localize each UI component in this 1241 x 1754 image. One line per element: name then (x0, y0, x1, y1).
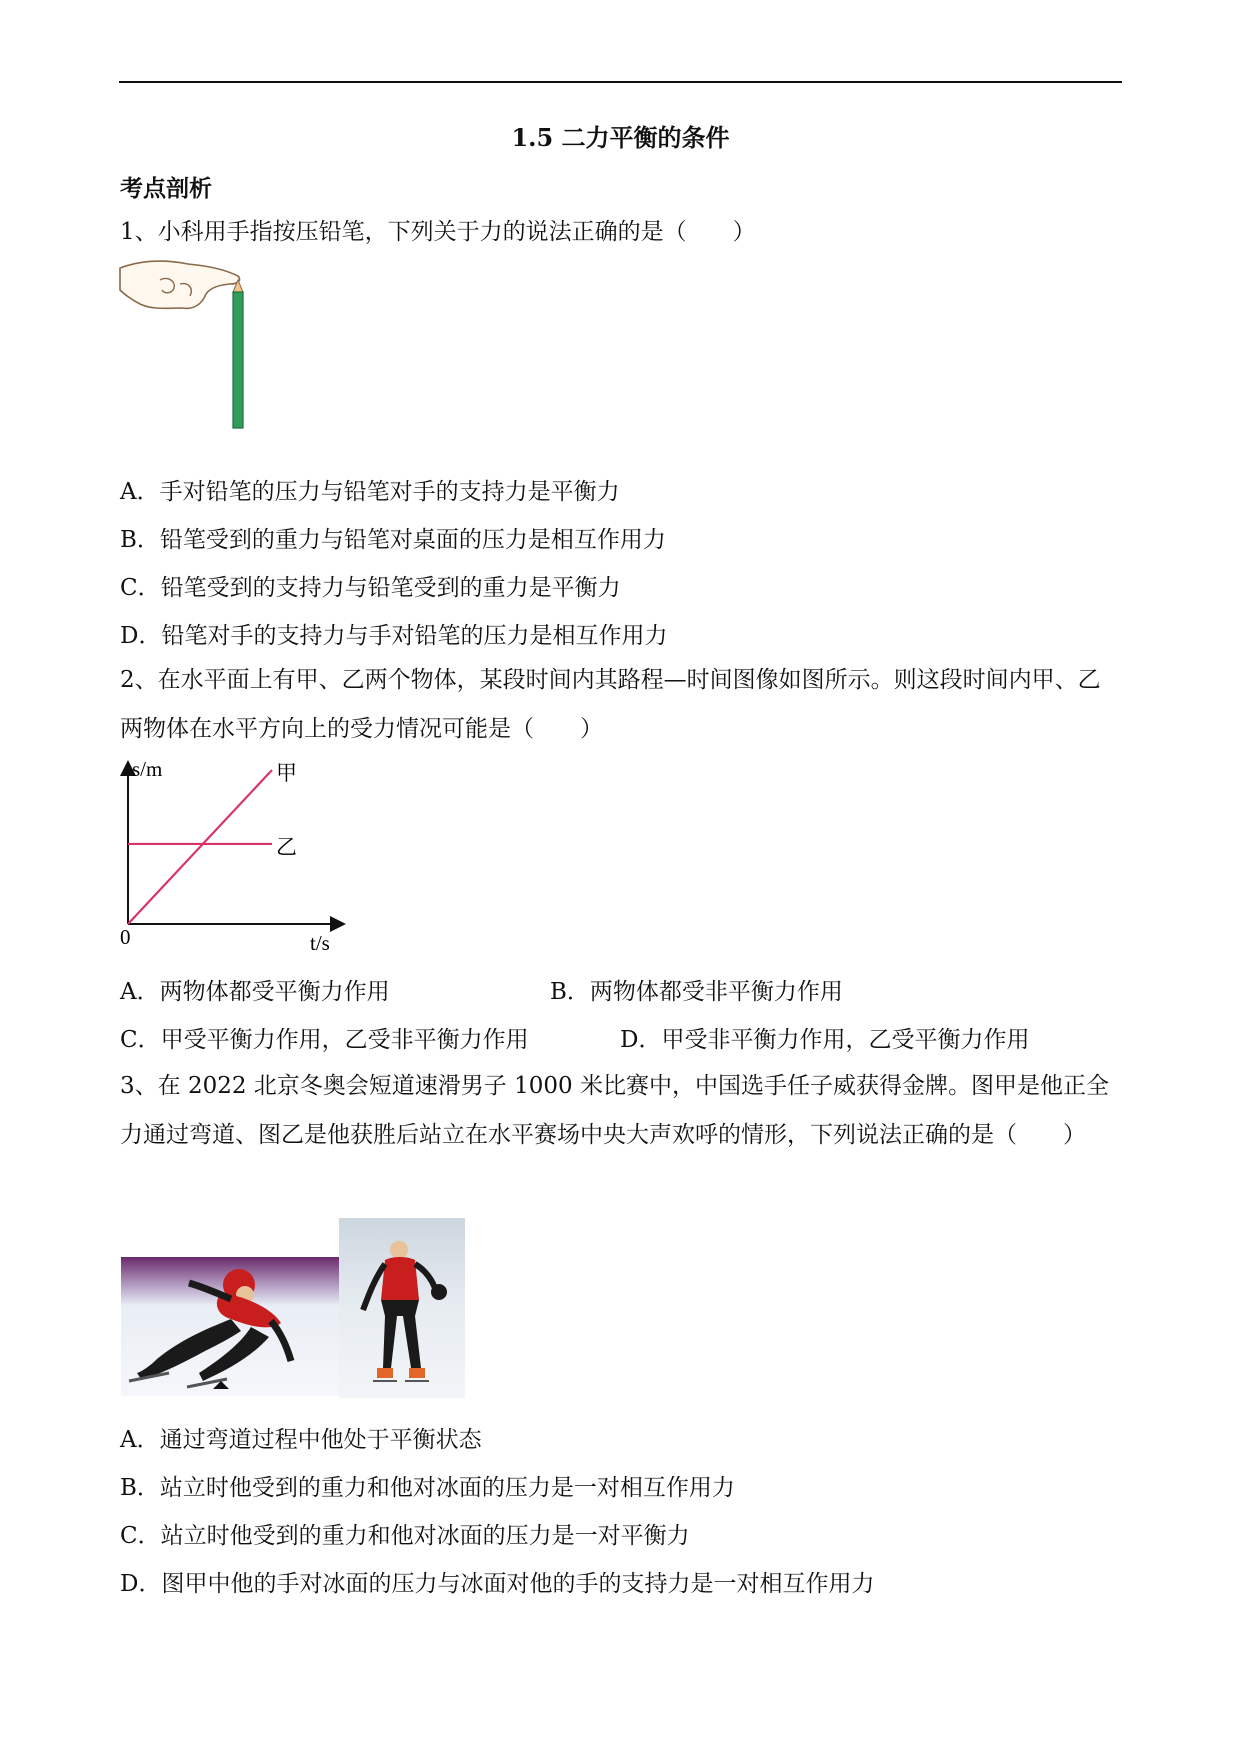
option-text: 站立时他受到的重力和他对冰面的压力是一对平衡力 (160, 1523, 690, 1549)
option-text: 甲受平衡力作用，乙受非平衡力作用 (160, 1027, 529, 1053)
q2-option-d[interactable] (620, 1024, 1029, 1056)
option-text: 铅笔受到的支持力与铅笔受到的重力是平衡力 (160, 575, 621, 601)
q1-option-d[interactable] (120, 620, 667, 652)
origin-label: 0 (120, 925, 131, 949)
option-label: C． (120, 1027, 161, 1053)
option-label: C． (120, 1523, 161, 1549)
pencil-icon (233, 280, 243, 428)
option-label: B． (120, 1475, 160, 1501)
skater-cornering-photo (121, 1223, 339, 1396)
series-line-0 (128, 770, 272, 924)
q2-stem: 2、在水平面上有甲、乙两个物体，某段时间内其路程—时间图像如图所示。则这段时间内甲、乙两物体在水平方向上的受力情况可能是（ ） (120, 667, 1101, 742)
option-label: B． (550, 979, 590, 1005)
option-label: A． (120, 979, 160, 1005)
option-text: 通过弯道过程中他处于平衡状态 (159, 1427, 482, 1453)
option-text: 两物体都受非平衡力作用 (589, 979, 843, 1005)
option-text: 两物体都受平衡力作用 (159, 979, 390, 1005)
header-rule (119, 81, 1122, 83)
option-label: D． (120, 1571, 162, 1597)
q2-option-a[interactable] (120, 976, 390, 1008)
option-text: 手对铅笔的压力与铅笔对手的支持力是平衡力 (159, 479, 620, 505)
q3-option-d[interactable] (120, 1568, 874, 1600)
series-label-0: 甲 (276, 761, 297, 785)
option-text: 铅笔受到的重力与铅笔对桌面的压力是相互作用力 (159, 527, 666, 553)
option-label: C． (120, 575, 161, 601)
skater-celebrating-photo (339, 1218, 465, 1398)
q3-option-a[interactable] (120, 1424, 482, 1456)
q1-option-b[interactable] (120, 524, 666, 556)
s-t-graph (110, 752, 360, 957)
option-text: 甲受非平衡力作用，乙受平衡力作用 (661, 1027, 1030, 1053)
x-axis-label: t/s (310, 931, 330, 955)
option-label: A． (120, 1427, 160, 1453)
option-label: B． (120, 527, 160, 553)
q3-option-b[interactable] (120, 1472, 735, 1504)
q2-option-c[interactable] (120, 1024, 529, 1056)
option-label: D． (120, 623, 162, 649)
option-label: D． (620, 1027, 662, 1053)
option-text: 铅笔对手的支持力与手对铅笔的压力是相互作用力 (161, 623, 668, 649)
q3-option-c[interactable] (120, 1520, 690, 1552)
series-label-1: 乙 (276, 834, 297, 859)
option-text: 图甲中他的手对冰面的压力与冰面对他的手的支持力是一对相互作用力 (161, 1571, 875, 1597)
page-title: 1.5 二力平衡的条件 (511, 123, 730, 152)
q1-option-a[interactable] (120, 476, 620, 508)
y-axis-label: s/m (132, 757, 163, 781)
option-text: 站立时他受到的重力和他对冰面的压力是一对相互作用力 (159, 1475, 735, 1501)
q2-option-b[interactable] (550, 976, 843, 1008)
hand-icon (120, 261, 240, 308)
hand-pressing-pencil-figure (118, 258, 258, 433)
q1-stem: 1、小科用手指按压铅笔，下列关于力的说法正确的是（ ） (120, 219, 756, 245)
section-heading: 考点剖析 (120, 175, 212, 202)
option-label: A． (120, 479, 160, 505)
q1-option-c[interactable] (120, 572, 621, 604)
q3-stem: 3、在 2022 北京冬奥会短道速滑男子 1000 米比赛中，中国选手任子威获得金牌。图甲是他正全力通过弯道、图乙是他获胜后站立在水平赛场中央大声欢呼的情形，下列说法正确的是（ ） (120, 1073, 1109, 1148)
